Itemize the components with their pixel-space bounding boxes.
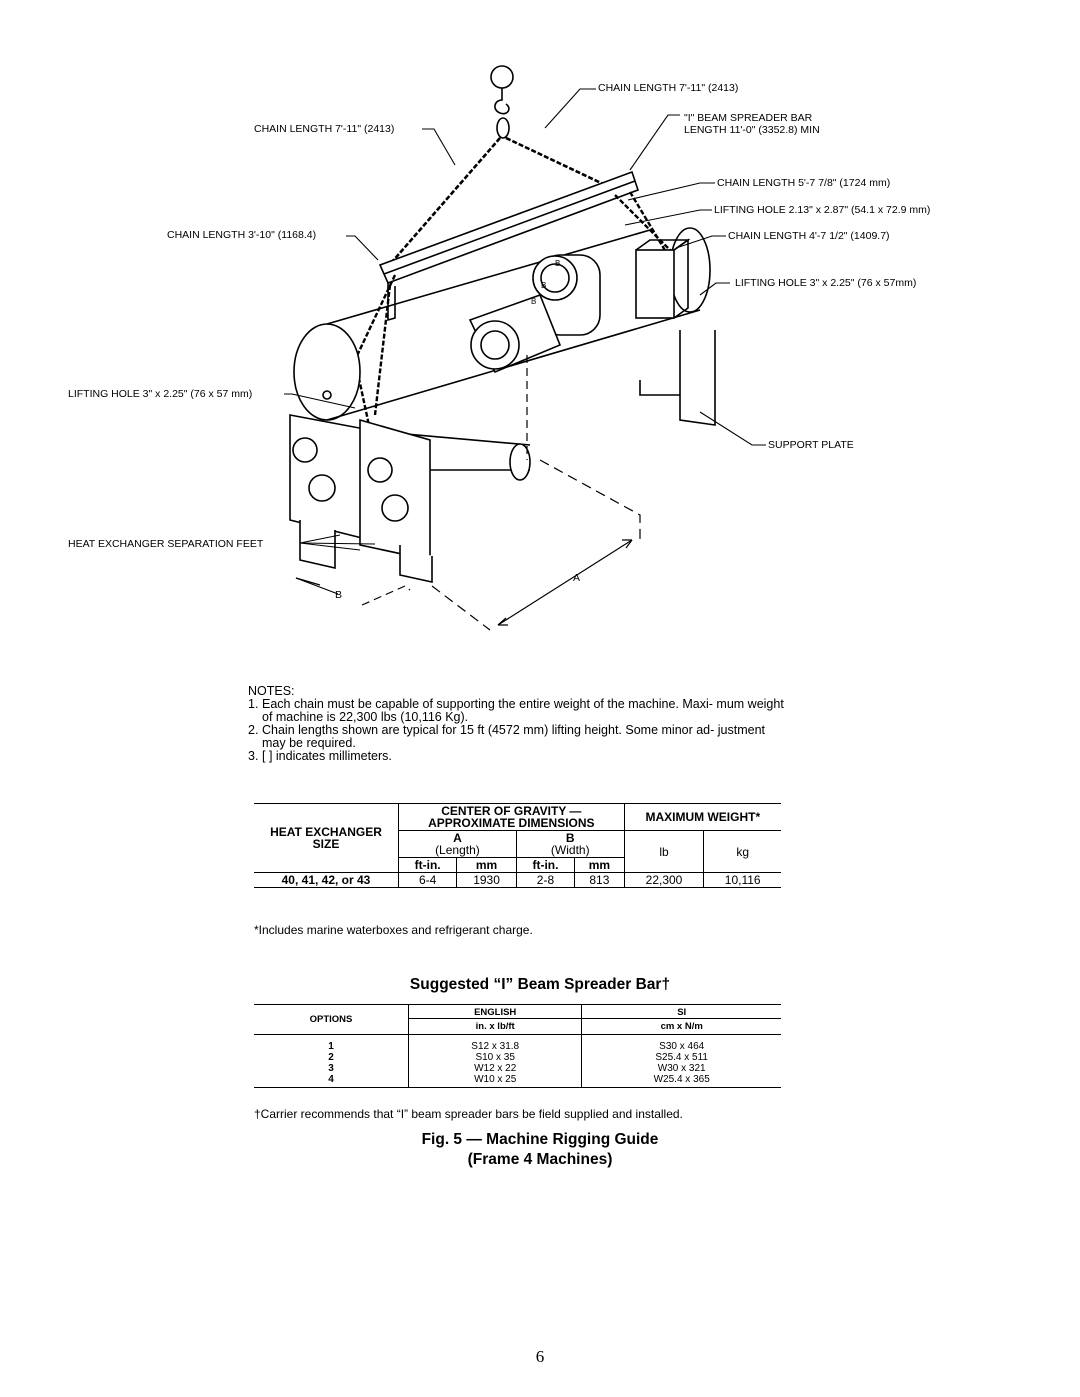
cell-option: 2 bbox=[254, 1052, 409, 1063]
cell-a-ftin: 6-4 bbox=[399, 873, 457, 888]
master-link bbox=[497, 118, 509, 138]
label-lifting-hole-left: LIFTING HOLE 3" x 2.25" (76 x 57 mm) bbox=[68, 388, 253, 400]
cell-english: S12 x 31.8 bbox=[409, 1035, 582, 1053]
hx-header-line1: HEAT EXCHANGER bbox=[270, 825, 382, 839]
note-item bbox=[248, 698, 788, 724]
cg-footnote: *Includes marine waterboxes and refrigerant charge. bbox=[254, 923, 533, 937]
label-chain-top-right: CHAIN LENGTH 7'-11" (2413) bbox=[598, 82, 739, 94]
a-sub: (Length) bbox=[435, 843, 480, 857]
cooler-end bbox=[294, 324, 360, 420]
english-header: ENGLISH bbox=[409, 1005, 582, 1019]
dimension-a-line bbox=[498, 540, 632, 625]
a-label: A bbox=[453, 831, 462, 845]
label-i-beam-line1: "I" BEAM SPREADER BAR bbox=[684, 112, 813, 124]
ftin-header-b: ft-in. bbox=[516, 858, 574, 873]
si-header: SI bbox=[582, 1005, 781, 1019]
hx-size-header bbox=[254, 804, 399, 873]
cell-si: S25.4 x 511 bbox=[655, 1052, 708, 1063]
options-header: OPTIONS bbox=[254, 1005, 409, 1035]
cell-option: 3 bbox=[254, 1063, 409, 1074]
label-bolt-b3: B bbox=[531, 297, 537, 306]
motor-end bbox=[471, 321, 519, 369]
cell-option: 1 bbox=[254, 1035, 409, 1053]
label-chain-top-left: CHAIN LENGTH 7'-11" (2413) bbox=[254, 123, 395, 135]
rigging-diagram bbox=[0, 0, 1080, 680]
label-dimension-b: B bbox=[335, 589, 343, 601]
page-number: 6 bbox=[535, 1347, 545, 1366]
note-number: 2. bbox=[248, 723, 259, 737]
spreader-heading: Suggested “I” Beam Spreader Bar† bbox=[409, 976, 671, 993]
label-bolt-b2: B bbox=[541, 281, 547, 290]
si-sub-header: cm x N/m bbox=[582, 1019, 781, 1035]
center-of-gravity-table bbox=[254, 803, 781, 888]
cell-size: 40, 41, 42, or 43 bbox=[254, 873, 399, 888]
cg-header bbox=[399, 804, 625, 831]
control-box bbox=[636, 250, 674, 318]
cell-b-mm: 813 bbox=[575, 873, 625, 888]
cell-english: S10 x 35 bbox=[409, 1052, 582, 1063]
cell-si: S30 x 464 bbox=[659, 1041, 705, 1052]
cell-option: 4 bbox=[254, 1074, 409, 1088]
note-number: 1. bbox=[248, 697, 259, 711]
mm-header-a: mm bbox=[457, 858, 517, 873]
lb-header: lb bbox=[624, 831, 704, 873]
note-number: 3. bbox=[248, 749, 259, 763]
support-plate bbox=[680, 330, 715, 425]
b-label: B bbox=[565, 831, 575, 845]
notes-title: NOTES: bbox=[248, 684, 295, 698]
label-lifting-hole-right: LIFTING HOLE 3" x 2.25" (76 x 57mm) bbox=[735, 277, 917, 289]
english-sub-header: in. x lb/ft bbox=[409, 1019, 582, 1035]
label-chain-5-7: CHAIN LENGTH 5'-7 7/8" (1724 mm) bbox=[717, 177, 891, 189]
table-row bbox=[254, 1063, 781, 1074]
note-text: Chain lengths shown are typical for 15 ft (4572 mm) lifting height. Some minor ad- justment may be required. bbox=[262, 723, 766, 750]
label-chain-3-10: CHAIN LENGTH 3'-10" (1168.4) bbox=[167, 229, 317, 241]
max-weight-header: MAXIMUM WEIGHT* bbox=[624, 804, 781, 831]
note-item bbox=[248, 724, 788, 750]
label-hx-separation: HEAT EXCHANGER SEPARATION FEET bbox=[68, 538, 264, 550]
figure-caption-line2: (Frame 4 Machines) bbox=[467, 1151, 613, 1168]
table-row bbox=[254, 1052, 781, 1063]
label-dimension-a: A bbox=[573, 572, 581, 584]
mm-header-b: mm bbox=[575, 858, 625, 873]
table-row bbox=[254, 873, 781, 888]
ftin-header-a: ft-in. bbox=[399, 858, 457, 873]
kg-header: kg bbox=[736, 844, 750, 859]
label-bolt-b1: B bbox=[555, 259, 561, 268]
cg-header-line1: CENTER OF GRAVITY — bbox=[441, 804, 582, 818]
cell-kg: 10,116 bbox=[724, 873, 761, 887]
label-support-plate: SUPPORT PLATE bbox=[768, 439, 854, 451]
note-text: [ ] indicates millimeters. bbox=[262, 749, 392, 763]
b-width-header bbox=[516, 831, 624, 858]
cell-si: W30 x 321 bbox=[657, 1063, 706, 1074]
note-text: Each chain must be capable of supporting the entire weight of the machine. Maxi- mum weight of machine is 22,300 lbs (10,116 Kg). bbox=[262, 697, 784, 724]
cell-si: W25.4 x 365 bbox=[653, 1074, 710, 1085]
figure-notes bbox=[248, 685, 788, 763]
cg-header-line2: APPROXIMATE DIMENSIONS bbox=[428, 816, 595, 830]
a-length-header bbox=[399, 831, 517, 858]
spreader-footnote: †Carrier recommends that “I” beam spreader bars be field supplied and installed. bbox=[254, 1107, 683, 1121]
table-row bbox=[254, 1035, 781, 1053]
label-chain-4-7: CHAIN LENGTH 4'-7 1/2" (1409.7) bbox=[728, 230, 890, 242]
spreader-bar-table bbox=[254, 1004, 781, 1088]
cell-english: W10 x 25 bbox=[409, 1074, 582, 1088]
label-i-beam-line2: LENGTH 11'-0" (3352.8) MIN bbox=[684, 124, 820, 136]
crane-hook bbox=[495, 88, 509, 114]
label-lifting-hole-213: LIFTING HOLE 2.13" x 2.87" (54.1 x 72.9 mm) bbox=[714, 204, 931, 216]
cell-b-ftin: 2-8 bbox=[516, 873, 574, 888]
note-item bbox=[248, 750, 788, 763]
b-sub: (Width) bbox=[550, 843, 590, 857]
cell-lb: 22,300 bbox=[624, 873, 704, 888]
dimension-b-line bbox=[362, 586, 410, 605]
cell-english: W12 x 22 bbox=[409, 1063, 582, 1074]
hx-header-line2: SIZE bbox=[312, 837, 340, 851]
hook-ring bbox=[491, 66, 513, 88]
cell-a-mm: 1930 bbox=[457, 873, 517, 888]
waterbox-right bbox=[360, 420, 430, 560]
table-row bbox=[254, 1074, 781, 1088]
figure-caption-line1: Fig. 5 — Machine Rigging Guide bbox=[421, 1131, 659, 1148]
